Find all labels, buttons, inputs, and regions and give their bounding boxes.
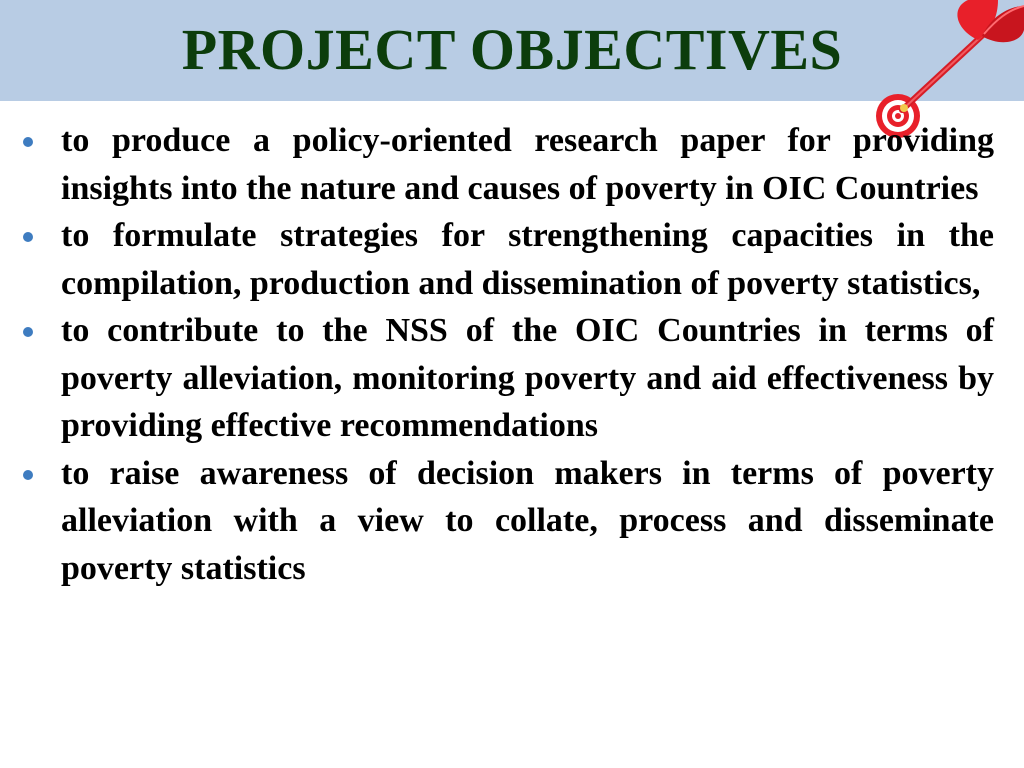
list-item (20, 212, 994, 307)
slide-title: PROJECT OBJECTIVES (181, 17, 843, 82)
bullet-text: to produce a policy-oriented research paper for providing insights into the nature and causes of poverty in OIC Countries (61, 122, 994, 207)
list-item (20, 117, 994, 212)
dart (900, 0, 1024, 112)
bullet-icon (23, 232, 33, 242)
bullet-text: to formulate strategies for strengthening capacities in the compilation, production and dissemination of poverty statistics, (61, 217, 994, 302)
objectives-list (20, 117, 994, 592)
list-item (20, 307, 994, 450)
bullet-icon (23, 327, 33, 337)
bullet-icon (23, 470, 33, 480)
bullet-text: to raise awareness of decision makers in terms of poverty alleviation with a view to collate, process and disseminate poverty statistics (61, 454, 994, 587)
list-item (20, 450, 994, 593)
bullet-text: to contribute to the NSS of the OIC Countries in terms of poverty alleviation, monitoring poverty and aid effectiveness by providing effective recommendations (61, 312, 994, 444)
bullet-icon (23, 137, 33, 147)
